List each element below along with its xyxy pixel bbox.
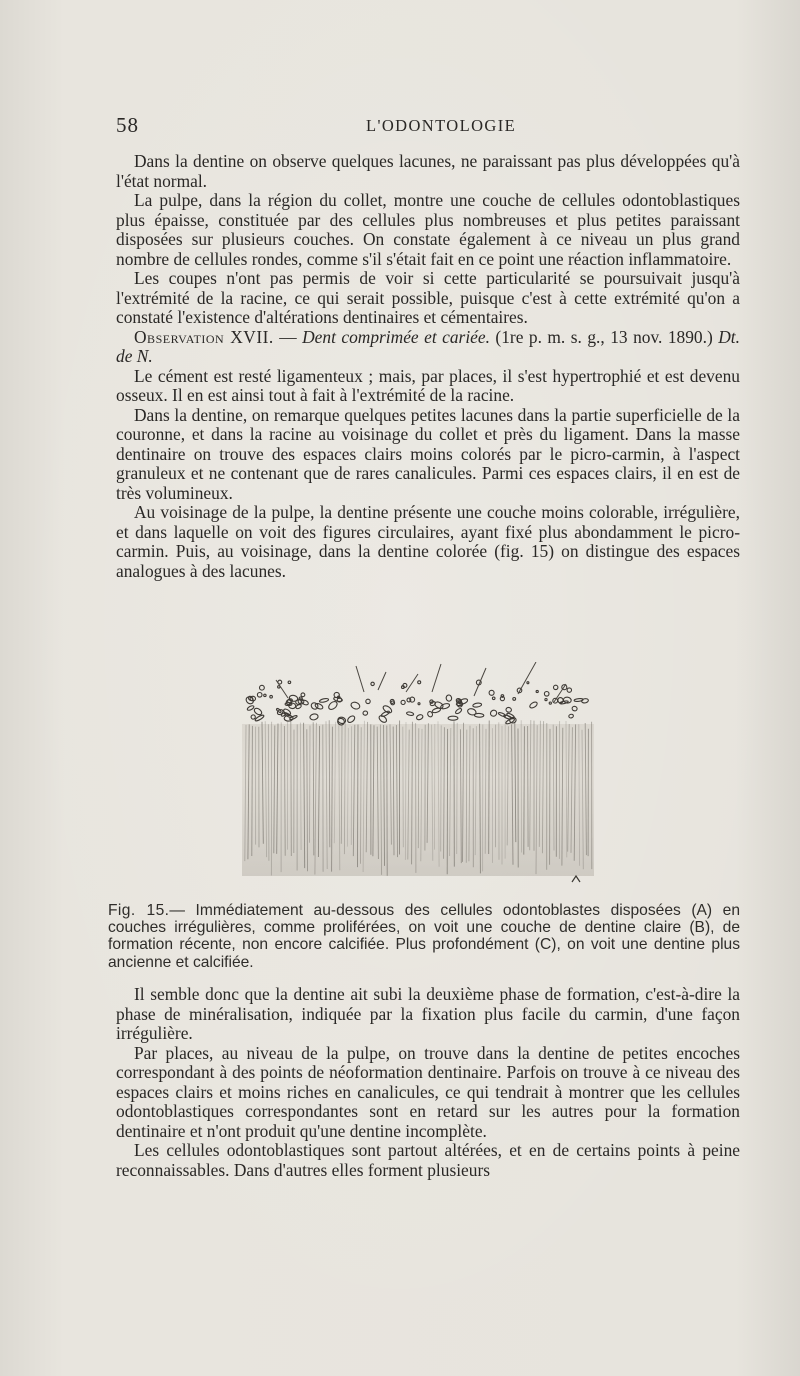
observation-dash: — [273, 326, 303, 347]
observation-details: (1re p. m. s. g., 13 nov. 1890.) [489, 326, 719, 347]
paragraph-cellules-alterees: Les cellules odontoblastiques sont partout altérées, et en de certains points à peine reconnaissables. Dans d'autres elles forment plusieurs [116, 1140, 740, 1180]
paragraph-dentine-couronne: Dans la dentine, on remarque quelques petites lacunes dans la partie superficielle de la couronne, et dans la racine au voisinage du collet et près du ligament. Dans la masse dentinaire on trouve des espaces clairs moins colorés par le picro-carmin, à l'aspect granuleux et ne contenant que de rares canalicules. Parmi ces espaces clairs, il en est de très volumineux. [116, 404, 740, 503]
observation-author: Dt. de N. [116, 326, 740, 366]
odontoblast-cells [245, 680, 589, 726]
paragraph-cement: Le cément est resté ligamenteux ; mais, par places, il s'est hypertrophié et est devenu osseux. Il en est ainsi tout à fait à l'extrémité de la racine. [116, 365, 740, 405]
paragraph-encoches: Par places, au niveau de la pulpe, on trouve dans la dentine de petites encoches correspondant à des points de néoformation dentinaire. Parfois on trouve à ce niveau des espaces clairs et moins riches en canalicules, ce qui tendrait à montrer que les cellules odontoblastiques correspondantes sont en retard sur les autres pour la formation dentinaire et n'ont produit qu'une dentine incomplète. [116, 1042, 740, 1141]
observation-title: Dent comprimée et cariée. [302, 326, 490, 347]
paragraph-coupes: Les coupes n'ont pas permis de voir si cette particularité se poursuivait jusqu'à l'extrémité de la racine, ce qui serait possible, puisque c'est à cette extrémité qu'on a constaté l'existence d'altérations dentinaires et cémentaires. [116, 268, 740, 327]
marker-arrow-icon [572, 876, 580, 882]
main-text-lower [116, 985, 740, 1180]
observation-heading: Observation XVII. [134, 326, 274, 347]
page-number: 58 [116, 113, 139, 137]
dentine-region-shade [242, 724, 594, 876]
caption-line [108, 902, 740, 971]
running-title: L'ODONTOLOGIE [366, 116, 517, 135]
page-header [116, 113, 740, 143]
figure-caption [108, 902, 740, 971]
paragraph-dentine-lacunes: Dans la dentine on observe quelques lacunes, ne paraissant pas plus développées qu'à l'état normal. [116, 151, 740, 191]
observation-heading-line [116, 328, 740, 367]
paragraph-voisinage-pulpe: Au voisinage de la pulpe, la dentine présente une couche moins colorable, irrégulière, et dans laquelle on voit des figures circulaires, ayant fixé plus abondamment le picro-carmin. Puis, au voisinage, dans la dentine colorée (fig. 15) on distingue des espaces analogues à des lacunes. [116, 502, 740, 581]
caption-text: — Immédiatement au-dessous des cellules odontoblastes disposées (A) en couches irrégulières, comme proliférées, on voit une couche de dentine claire (B), de formation récente, non encore calcifiée. Plus profondément (C), on voit une dentine plus ancienne et calcifiée. [108, 902, 740, 971]
paragraph-deuxieme-phase: Il semble donc que la dentine ait subi la deuxième phase de formation, c'est-à-dire la phase de minéralisation, indiquée par la fixation plus facile du carmin, d'une façon irrégulière. [116, 984, 740, 1043]
dentine-engraving [236, 662, 600, 892]
figure-15-illustration [236, 662, 600, 892]
main-text-upper [116, 152, 740, 581]
paragraph-pulpe-collet: La pulpe, dans la région du collet, montre une couche de cellules odontoblastiques plus épaisse, constituée par des cellules plus nombreuses et plus petites paraissant disposées sur plusieurs couches. On constate également à ce niveau un plus grand nombre de cellules rondes, comme s'il s'était fait en ce point une réaction inflammatoire. [116, 190, 740, 269]
caption-label: Fig. 15. [108, 902, 170, 919]
